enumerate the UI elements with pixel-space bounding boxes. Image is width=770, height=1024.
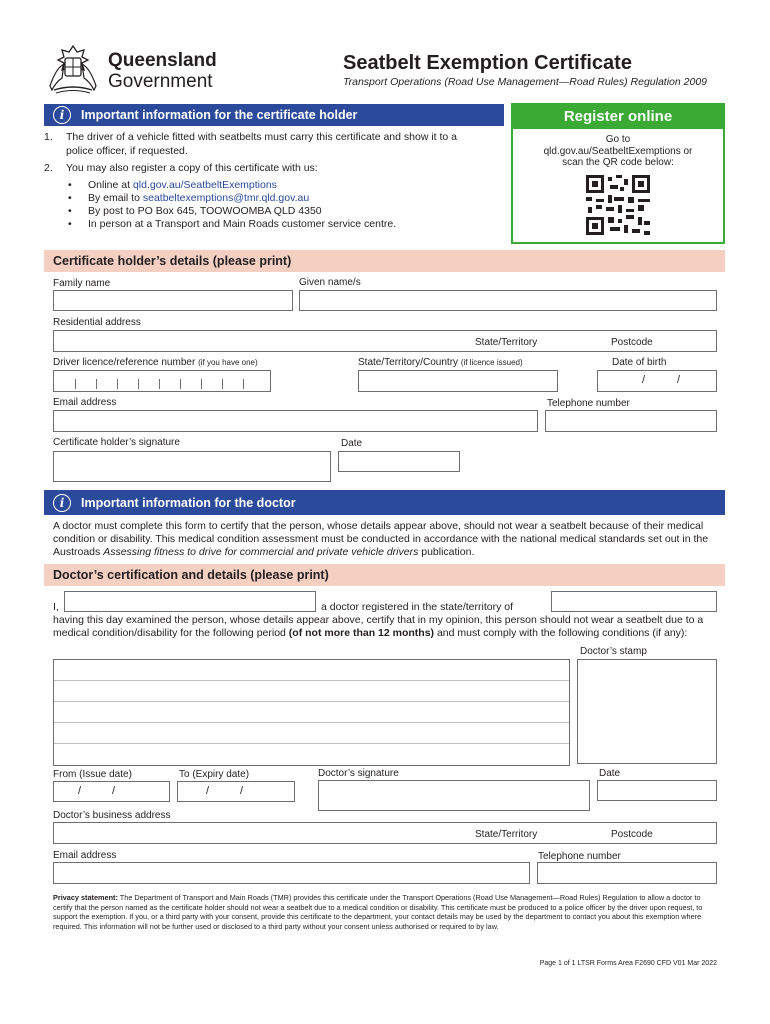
holder-info-list <box>44 131 484 231</box>
holder-signature-field[interactable] <box>53 451 331 482</box>
holder-section-heading: Certificate holder’s details (please print) <box>44 250 725 272</box>
doctor-date-field[interactable] <box>597 780 717 801</box>
licence-hint: (if you have one) <box>198 358 258 367</box>
page-subtitle: Transport Operations (Road Use Management—Road Rules) Regulation 2009 <box>343 76 707 88</box>
register-heading: Register online <box>513 105 723 129</box>
doctor-telephone-field[interactable] <box>537 862 717 884</box>
holder-date-label: Date <box>341 438 363 449</box>
doctor-telephone-label: Telephone number <box>538 851 621 862</box>
dob-field[interactable]: / / <box>597 370 717 392</box>
bullet-text: By email to <box>88 191 143 204</box>
registered-text: a doctor registered in the state/territory of <box>321 601 514 613</box>
given-names-field[interactable] <box>299 290 717 311</box>
privacy-statement <box>53 893 719 931</box>
registration-state-field[interactable] <box>551 591 717 612</box>
publication-title: Assessing fitness to drive for commercial and private vehicle drivers <box>103 546 419 558</box>
email-link[interactable]: seatbeltexemptions@tmr.qld.gov.au <box>142 191 310 204</box>
org-name-line1: Queensland <box>108 50 217 71</box>
bullet-item: • In person at a Transport and Main Roads customer service centre. <box>68 217 397 230</box>
doctor-signature-field[interactable] <box>318 780 590 811</box>
licence-label <box>53 357 258 368</box>
list-number: 2. <box>44 162 53 174</box>
register-online-box <box>511 103 725 244</box>
list-text: You may also register a copy of this certificate with us: <box>66 162 318 174</box>
org-name-line2: Government <box>108 71 213 92</box>
given-names-label: Given name/s <box>299 277 361 288</box>
state-territory-label: State/Territory <box>475 337 538 348</box>
register-line3: scan the QR code below: <box>562 157 674 168</box>
dob-label: Date of birth <box>612 357 667 368</box>
to-date-field[interactable]: / / <box>177 781 295 802</box>
holder-date-field[interactable] <box>338 451 460 472</box>
certification-text-end: and must comply with the following conditions (if any): <box>434 627 688 639</box>
certification-paragraph <box>53 614 721 640</box>
bullet-item: • By post to PO Box 645, TOOWOOMBA QLD 4350 <box>68 204 322 217</box>
residential-address-label: Residential address <box>53 317 141 328</box>
doctor-section-heading: Doctor’s certification and details (please print) <box>44 564 725 586</box>
holder-info-heading-bar <box>44 104 504 126</box>
info-icon: i <box>53 106 71 124</box>
doctor-info-heading: Important information for the doctor <box>81 495 296 510</box>
doctor-name-field[interactable] <box>64 591 316 612</box>
licence-state-country-field[interactable] <box>358 370 558 392</box>
licence-label-text: Driver licence/reference number <box>53 357 196 368</box>
holder-signature-label: Certificate holder’s signature <box>53 437 180 448</box>
bullet-item: • Online at qld.gov.au/SeatbeltExemptions <box>68 178 277 191</box>
holder-email-label: Email address <box>53 397 117 408</box>
qld-crest-logo <box>44 42 102 94</box>
state-country-label <box>358 357 523 368</box>
bullet-item: • By email to seatbeltexemptions@tmr.qld.gov.au <box>68 191 310 204</box>
licence-number-field[interactable] <box>53 370 271 392</box>
privacy-label: Privacy statement: <box>53 893 118 902</box>
doctor-email-field[interactable] <box>53 862 530 884</box>
postcode-label: Postcode <box>611 337 653 348</box>
page-title: Seatbelt Exemption Certificate <box>343 52 632 74</box>
business-address-label: Doctor’s business address <box>53 810 171 821</box>
doctor-info-paragraph <box>53 520 721 559</box>
holder-email-field[interactable] <box>53 410 538 432</box>
doctor-info-text: A doctor must complete this form to certify that the person, whose details appear above, should not wear a seatbelt because of their medical condition or disability. This medical condition assessment must be conducted in accordance with the national medical standards set out in the Austroads <box>53 520 709 558</box>
holder-telephone-label: Telephone number <box>547 398 630 409</box>
doctor-state-label: State/Territory <box>475 829 538 840</box>
bullet-text: By post to PO Box 645, TOOWOOMBA QLD 4350 <box>88 204 322 217</box>
list-number: 1. <box>44 131 53 143</box>
page-footer: Page 1 of 1 LTSR Forms Area F2690 CFD V01 Mar 2022 <box>539 960 717 967</box>
privacy-text: The Department of Transport and Main Roads (TMR) provides this certificate under the Transport Operations (Road Use Management—Road Rules) Regulation to allow a doctor to certify that the person named as the certificate holder should not wear a seatbelt due to a medical condition or disability. This certificate must be produced to a police officer by the driver upon request, to support the exemption. If you, or a third party with your consent, provide this certificate to the department, your contact details may be used by the department to contact you about this exemption where required. This information will not be further used or disclosed to a third party without your consent unless authorised or required to by law. <box>53 893 703 931</box>
i-label: I, <box>53 601 59 613</box>
doctor-info-text-end: publication. <box>418 546 475 558</box>
state-country-label-text: State/Territory/Country <box>358 357 459 368</box>
bullet-text: In person at a Transport and Main Roads customer service centre. <box>88 217 397 230</box>
doctor-postcode-label: Postcode <box>611 829 653 840</box>
register-line2: qld.gov.au/SeatbeltExemptions or <box>543 145 693 157</box>
bullet-text: Online at <box>88 178 133 191</box>
list-item <box>44 162 484 176</box>
holder-info-heading: Important information for the certificate holder <box>81 108 358 122</box>
from-date-label: From (Issue date) <box>53 769 132 780</box>
info-icon: i <box>53 494 71 512</box>
qr-code[interactable] <box>586 175 650 235</box>
from-date-field[interactable]: / / <box>53 781 170 802</box>
family-name-label: Family name <box>53 278 111 289</box>
online-link[interactable]: qld.gov.au/SeatbeltExemptions <box>132 178 277 191</box>
register-line1: Go to <box>605 134 631 145</box>
list-item <box>44 131 484 158</box>
family-name-field[interactable] <box>53 290 293 311</box>
certification-text: having this day examined the person, whose details appear above, certify that in my opinion, this person should not wear a seatbelt due to a medical condition/disability for the following period <box>53 614 704 639</box>
doctor-stamp-label: Doctor’s stamp <box>580 646 647 657</box>
doctor-signature-label: Doctor’s signature <box>318 768 399 779</box>
conditions-field[interactable] <box>53 659 570 766</box>
max-period-text: (of not more than 12 months) <box>288 627 435 639</box>
holder-telephone-field[interactable] <box>545 410 717 432</box>
doctor-stamp-field[interactable] <box>577 659 717 764</box>
doctor-email-label: Email address <box>53 850 117 861</box>
state-country-hint: (if licence issued) <box>460 358 523 367</box>
doctor-date-label: Date <box>599 768 621 779</box>
list-text: The driver of a vehicle fitted with seatbelts must carry this certificate and show it to a police officer, if requested. <box>66 131 458 157</box>
doctor-info-heading-bar <box>44 490 725 515</box>
to-date-label: To (Expiry date) <box>179 769 250 780</box>
